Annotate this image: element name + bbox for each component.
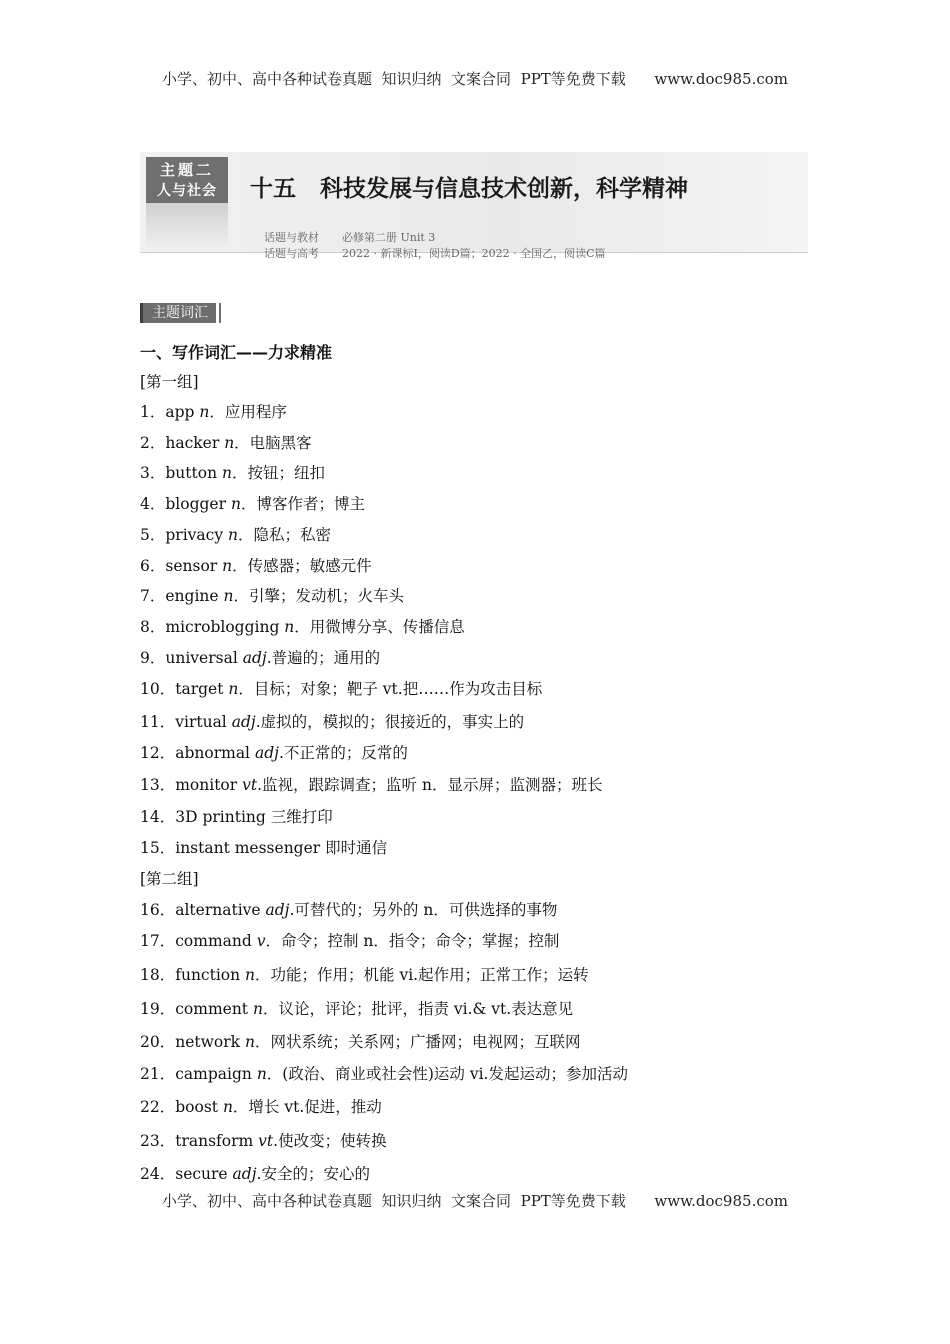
lesson-title: 十五 科技发展与信息技术创新，科学精神 [250,176,689,202]
vocab-item [140,646,380,668]
vocab-meaning: ．议论，评论；批评，指责 vi.& vt.表达意见 [262,1000,574,1018]
vocab-word: microblogging [165,618,285,636]
vocab-word: network [175,1033,245,1051]
vocab-meaning: ．增长 vt.促进，推动 [232,1098,382,1116]
vocab-pos: n [223,587,234,605]
theme-badge-line1: 主题二 [159,161,214,179]
vocab-number: 10． [140,680,176,698]
vocab-item [140,805,333,827]
meta-value: 2022 · 新课标Ⅰ，阅读D篇；2022 · 全国乙，阅读C篇 [342,247,606,260]
vocab-number: 18． [140,966,176,984]
vocab-meaning: ．引擎；发动机；火车头 [233,587,404,605]
vocab-number: 21． [140,1065,176,1083]
theme-badge-shadow [146,203,228,247]
vocab-item [140,836,387,858]
vocab-pos: vt [242,776,258,794]
meta-row-exam [250,232,606,274]
vocab-pos: n [221,464,232,482]
vocab-item [140,584,404,606]
vocab-meaning: ．(政治、商业或社会性)运动 vi.发起运动；参加活动 [266,1065,628,1083]
vocab-word: transform [175,1132,259,1150]
vocab-number: 22． [140,1098,176,1116]
vocab-meaning: .普遍的；通用的 [266,649,381,667]
vocab-number: 1． [140,403,166,421]
title-banner [140,152,808,260]
vocab-number: 3． [140,464,166,482]
vocab-number: 12． [140,744,176,762]
vocab-item [140,492,365,514]
vocab-number: 17． [140,932,176,950]
vocab-word: 3D printing [175,808,271,826]
vocab-word: target [175,680,229,698]
vocab-pos: vt [258,1132,274,1150]
meta-key: 话题与高考 [264,247,319,260]
vocab-item [140,523,331,545]
vocab-item [140,997,573,1019]
vocab-word: hacker [165,434,225,452]
vocab-pos: adj [254,744,279,762]
vocab-word: button [165,464,222,482]
meta-key: 话题与教材 [264,231,319,244]
vocab-number: 6． [140,557,166,575]
vocab-meaning: .安全的；安心的 [256,1165,370,1183]
vocab-meaning: ．应用程序 [209,403,287,421]
vocab-word: secure [175,1165,233,1183]
section-tag: 主题词汇 [140,303,216,323]
vocab-word: instant messenger [175,839,326,857]
vocab-meaning: ．电脑黑客 [234,434,312,452]
vocab-meaning: ．功能；作用；机能 vi.起作用；正常工作；运转 [255,966,589,984]
vocab-word: virtual [175,713,232,731]
vocab-number: 16． [140,901,176,919]
vocab-number: 7． [140,587,166,605]
vocab-item [140,963,589,985]
vocab-meaning: 即时通信 [325,839,388,857]
vocab-item [140,898,557,920]
section-heading: 一、写作词汇——力求精准 [140,343,333,362]
vocab-item [140,400,287,422]
vocab-word: campaign [175,1065,257,1083]
vocab-meaning: ．命令；控制 n．指令；命令；掌握；控制 [265,932,560,950]
vocab-word: alternative [175,901,266,919]
vocab-number: 9． [140,649,166,667]
vocab-meaning: .虚拟的，模拟的；很接近的，事实上的 [255,713,525,731]
vocab-pos: n [228,526,239,544]
vocab-word: universal [165,649,243,667]
vocab-pos: n [224,434,235,452]
vocab-item [140,1030,580,1052]
vocab-item [140,1162,370,1184]
vocab-meaning: .使改变；使转换 [273,1132,387,1150]
vocab-meaning: ．隐私；私密 [238,526,332,544]
vocab-item [140,615,465,637]
vocab-pos: n [284,618,295,636]
vocab-pos: adj [242,649,267,667]
vocab-pos: adj [231,713,256,731]
vocab-meaning: .不正常的；反常的 [278,744,408,762]
vocab-item [140,431,312,453]
vocab-pos: n [222,557,233,575]
vocab-number: 13． [140,776,176,794]
vocab-number: 15． [140,839,176,857]
vocab-pos: n [222,1098,233,1116]
vocab-item [140,710,524,732]
meta-value: 必修第二册 Unit 3 [342,231,436,244]
vocab-meaning: ．网状系统；关系网；广播网；电视网；互联网 [254,1033,581,1051]
vocab-number: 5． [140,526,166,544]
vocab-pos: v [256,932,266,950]
vocab-pos: n [244,1033,255,1051]
vocab-pos: n [256,1065,267,1083]
vocab-number: 24． [140,1165,176,1183]
vocab-word: monitor [175,776,243,794]
vocab-item [140,461,325,483]
group-label-1: [第一组] [140,373,199,391]
vocab-meaning: ．用微博分享、传播信息 [294,618,465,636]
vocab-pos: n [252,1000,263,1018]
vocab-item [140,677,542,699]
theme-badge-line2: 人与社会 [157,183,217,199]
vocab-item [140,773,602,795]
vocab-item [140,1062,628,1084]
vocab-pos: adj [232,1165,257,1183]
vocab-word: blogger [165,495,231,513]
vocab-number: 4． [140,495,166,513]
page-header: 小学、初中、高中各种试卷真题 知识归纳 文案合同 PPT等免费下载 www.doc985.com [161,70,788,88]
vocab-word: function [175,966,246,984]
vocab-word: sensor [165,557,223,575]
vocab-pos: n [228,680,239,698]
vocab-pos: n [245,966,256,984]
vocab-word: abnormal [175,744,255,762]
vocab-meaning: ．按钮；纽扣 [231,464,325,482]
vocab-number: 11． [140,713,176,731]
vocab-pos: n [230,495,241,513]
vocab-number: 20． [140,1033,176,1051]
vocab-item [140,929,559,951]
vocab-pos: n [199,403,210,421]
vocab-pos: adj [265,901,290,919]
group-label-2: [第二组] [140,870,199,888]
vocab-meaning: ．博客作者；博主 [240,495,365,513]
vocab-word: engine [165,587,224,605]
vocab-item [140,1095,382,1117]
vocab-number: 23． [140,1132,176,1150]
vocab-word: command [175,932,257,950]
vocab-meaning: ．传感器；敏感元件 [232,557,372,575]
vocab-item [140,741,408,763]
vocab-meaning: 三维打印 [270,808,333,826]
vocab-number: 19． [140,1000,176,1018]
vocab-word: comment [175,1000,253,1018]
vocab-number: 14． [140,808,176,826]
page-footer: 小学、初中、高中各种试卷真题 知识归纳 文案合同 PPT等免费下载 www.doc985.com [161,1192,788,1210]
vocab-meaning: .可替代的；另外的 n．可供选择的事物 [289,901,558,919]
vocab-item [140,554,372,576]
theme-badge [146,157,228,203]
vocab-meaning: .监视，跟踪调查；监听 n．显示屏；监测器；班长 [257,776,603,794]
vocab-number: 2． [140,434,166,452]
vocab-number: 8． [140,618,166,636]
vocab-word: boost [175,1098,223,1116]
vocab-word: app [165,403,200,421]
vocab-item [140,1129,387,1151]
vocab-meaning: ．目标；对象；靶子 vt.把……作为攻击目标 [238,680,543,698]
vocab-word: privacy [165,526,229,544]
